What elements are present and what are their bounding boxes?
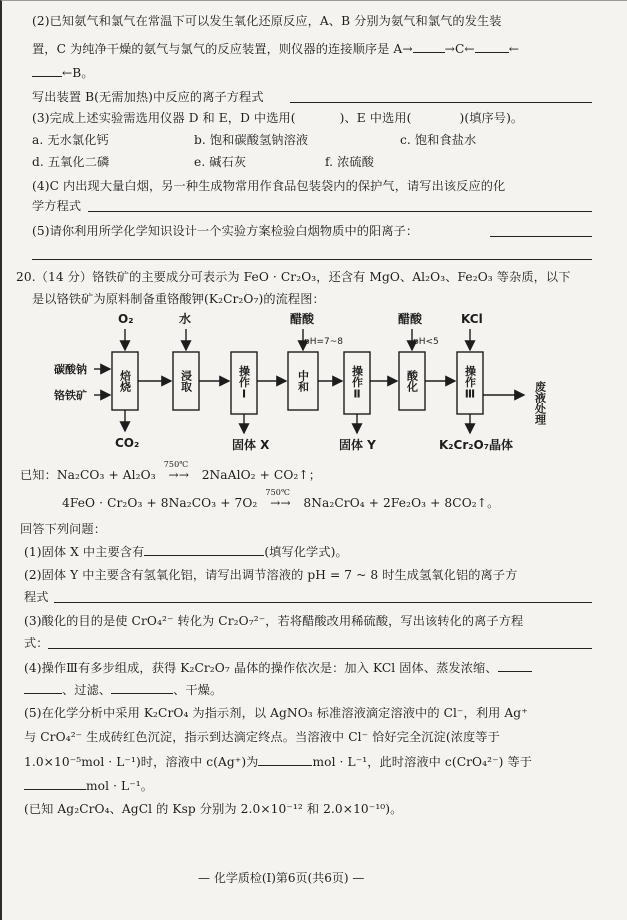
q20-part1-b: (填写化学式)。 bbox=[264, 545, 348, 559]
ph-range-2: pH<5 bbox=[413, 337, 439, 347]
output-waste: 废液处理 bbox=[533, 381, 547, 425]
box-op2-label: 操作Ⅱ bbox=[350, 365, 364, 401]
answer-line bbox=[490, 236, 592, 237]
q19-part5-line1: (5)请你利用所学化学知识设计一个实验方案检验白烟物质中的阳离子： bbox=[32, 224, 419, 238]
answer-prompt: 回答下列问题： bbox=[20, 522, 107, 536]
option-f: f. 浓硫酸 bbox=[325, 155, 374, 169]
answer-line bbox=[88, 211, 592, 212]
answer-line bbox=[290, 102, 592, 103]
q20-part3-line2: 式： bbox=[24, 636, 49, 650]
blank bbox=[258, 753, 312, 766]
input-o2: O₂ bbox=[118, 312, 134, 326]
q20-part4-line1 bbox=[24, 659, 532, 676]
q19-part2-line1: (2)已知氨气和氯气在常温下可以发生氧化还原反应，A、B 分别为氨气和氯气的发生装 bbox=[32, 14, 502, 28]
q19-part2-line2-b: →C← bbox=[444, 42, 475, 56]
known-label: 已知： bbox=[20, 468, 57, 482]
q20-part2-line1: (2)固体 Y 中主要含有氢氧化铝，请写出调节溶液的 pH = 7 ~ 8 时生成氢氧化铝的离子方 bbox=[24, 568, 518, 582]
q19-part3-line1 bbox=[32, 110, 523, 126]
blank bbox=[24, 777, 86, 790]
q19-part3-b: )、E 中选用( bbox=[339, 111, 412, 125]
q20-part2-line2: 程式 bbox=[24, 590, 49, 604]
eq1-right: 2NaAlO₂ + CO₂↑； bbox=[201, 468, 322, 482]
feed-sodium-carbonate: 碳酸钠 bbox=[54, 363, 87, 376]
flow-chart bbox=[2, 307, 627, 467]
option-c: c. 饱和食盐水 bbox=[400, 133, 477, 147]
eq2-right: 8Na₂CrO₄ + 2Fe₂O₃ + 8CO₂↑。 bbox=[303, 496, 500, 510]
q19-part2-line4: 写出装置 B(无需加热)中反应的离子方程式 bbox=[32, 90, 264, 104]
blank bbox=[111, 681, 173, 694]
eq2-temp: 750℃ bbox=[265, 488, 291, 497]
known-line2 bbox=[62, 488, 500, 511]
blank bbox=[144, 543, 264, 556]
answer-line bbox=[48, 648, 592, 649]
q20-intro-line1: 20.（14 分）铬铁矿的主要成分可表示为 FeO · Cr₂O₃，还含有 MgO、Al₂O₃、Fe₂O₃ 等杂质，以下 bbox=[16, 270, 571, 284]
q20-part5-line4 bbox=[24, 777, 153, 794]
q20-intro-line2: 是以铬铁矿为原料制备重铬酸钾(K₂Cr₂O₇)的流程图： bbox=[32, 292, 325, 306]
input-water: 水 bbox=[179, 312, 192, 326]
eq2-left: 4FeO · Cr₂O₃ + 8Na₂CO₃ + 7O₂ bbox=[62, 496, 258, 510]
box-neutralize-label: 中和 bbox=[296, 370, 310, 392]
eq2-arrow: 750℃ →→ bbox=[261, 495, 299, 511]
q19-part2-line2-c: ← bbox=[508, 42, 520, 56]
q20-part4-line1-text: (4)操作Ⅲ有多步组成，获得 K₂Cr₂O₇ 晶体的操作依次是：加入 KCl 固体、蒸发浓缩、 bbox=[24, 661, 498, 675]
blank bbox=[498, 659, 532, 672]
box-roast-label: 焙烧 bbox=[118, 370, 132, 392]
input-acetic2: 醋酸 bbox=[398, 312, 423, 326]
input-acetic1: 醋酸 bbox=[290, 312, 315, 326]
eq1-temp: 750℃ bbox=[163, 460, 189, 469]
box-op3-label: 操作Ⅲ bbox=[463, 365, 477, 401]
box-op1-label: 操作Ⅰ bbox=[237, 365, 251, 401]
option-d: d. 五氧化二磷 bbox=[32, 155, 110, 169]
q20-part4-line2-b: 、干燥。 bbox=[173, 683, 223, 697]
q19-part2-line2 bbox=[32, 40, 519, 57]
answer-line bbox=[32, 259, 592, 260]
q19-part4-line1: (4)C 内出现大量白烟，另一种生成物常用作食品包装袋内的保护气，请写出该反应的化 bbox=[32, 179, 506, 193]
input-kcl: KCl bbox=[461, 312, 483, 326]
box-leach-label: 浸取 bbox=[179, 370, 193, 392]
option-b: b. 饱和碳酸氢钠溶液 bbox=[194, 133, 309, 147]
q20-part5-line3-b: mol · L⁻¹，此时溶液中 c(CrO₄²⁻) 等于 bbox=[312, 755, 533, 769]
option-a: a. 无水氯化钙 bbox=[32, 133, 109, 147]
q20-part3-line1: (3)酸化的目的是使 CrO₄²⁻ 转化为 Cr₂O₇²⁻，若将醋酸改用稀硫酸，写出该转化的离子方程 bbox=[24, 614, 524, 628]
blank bbox=[32, 64, 62, 77]
output-solid-x: 固体 X bbox=[232, 438, 270, 452]
q19-part3-a: (3)完成上述实验需选用仪器 D 和 E，D 中选用( bbox=[32, 111, 296, 125]
answer-line bbox=[54, 602, 592, 603]
blank bbox=[24, 681, 62, 694]
q19-part3-c: )(填序号)。 bbox=[459, 111, 524, 125]
q20-part1-a: (1)固体 X 中主要含有 bbox=[24, 545, 145, 559]
box-acidify-label: 酸化 bbox=[405, 370, 419, 392]
q20-part4-line2 bbox=[24, 681, 222, 698]
output-solid-y: 固体 Y bbox=[339, 438, 376, 452]
eq1-left: Na₂CO₃ + Al₂O₃ bbox=[56, 468, 156, 482]
blank bbox=[475, 40, 509, 53]
feed-chromite: 铬铁矿 bbox=[54, 389, 87, 402]
q20-part5-line3 bbox=[24, 753, 532, 770]
eq1-arrow: 750℃ →→ bbox=[160, 467, 198, 483]
q20-part5-line3-a: 1.0×10⁻⁵mol · L⁻¹)时，溶液中 c(Ag⁺)为 bbox=[24, 755, 259, 769]
q20-part1 bbox=[24, 543, 348, 560]
page-footer: — 化学质检(Ⅰ)第6页(共6页) — bbox=[198, 871, 365, 885]
q20-part5-line4-text: mol · L⁻¹。 bbox=[86, 779, 154, 793]
known-line1 bbox=[20, 460, 322, 483]
output-crystal: K₂Cr₂O₇晶体 bbox=[439, 438, 513, 452]
q19-part2-line2-a: 置，C 为纯净干燥的氨气与氯气的反应装置，则仪器的连接顺序是 A→ bbox=[32, 42, 413, 56]
q20-part4-line2-a: 、过滤、 bbox=[62, 683, 112, 697]
q20-part5-line2: 与 CrO₄²⁻ 生成砖红色沉淀，指示到达滴定终点。当溶液中 Cl⁻ 恰好完全沉淀(浓度等于 bbox=[24, 730, 500, 744]
ph-range-1: pH=7~8 bbox=[304, 337, 344, 347]
q20-part5-line1: (5)在化学分析中采用 K₂CrO₄ 为指示剂，以 AgNO₃ 标准溶液滴定溶液中的 Cl⁻，利用 Ag⁺ bbox=[24, 706, 528, 720]
q19-part2-line3 bbox=[32, 64, 94, 81]
q19-part4-line2: 学方程式 bbox=[32, 199, 82, 213]
q19-part2-line3-text: ←B。 bbox=[62, 66, 94, 80]
output-co2: CO₂ bbox=[115, 436, 140, 450]
blank bbox=[413, 40, 445, 53]
q20-part5-line5: (已知 Ag₂CrO₄、AgCl 的 Ksp 分别为 2.0×10⁻¹² 和 2.0×10⁻¹⁰)。 bbox=[24, 802, 403, 816]
option-e: e. 碱石灰 bbox=[194, 155, 247, 169]
